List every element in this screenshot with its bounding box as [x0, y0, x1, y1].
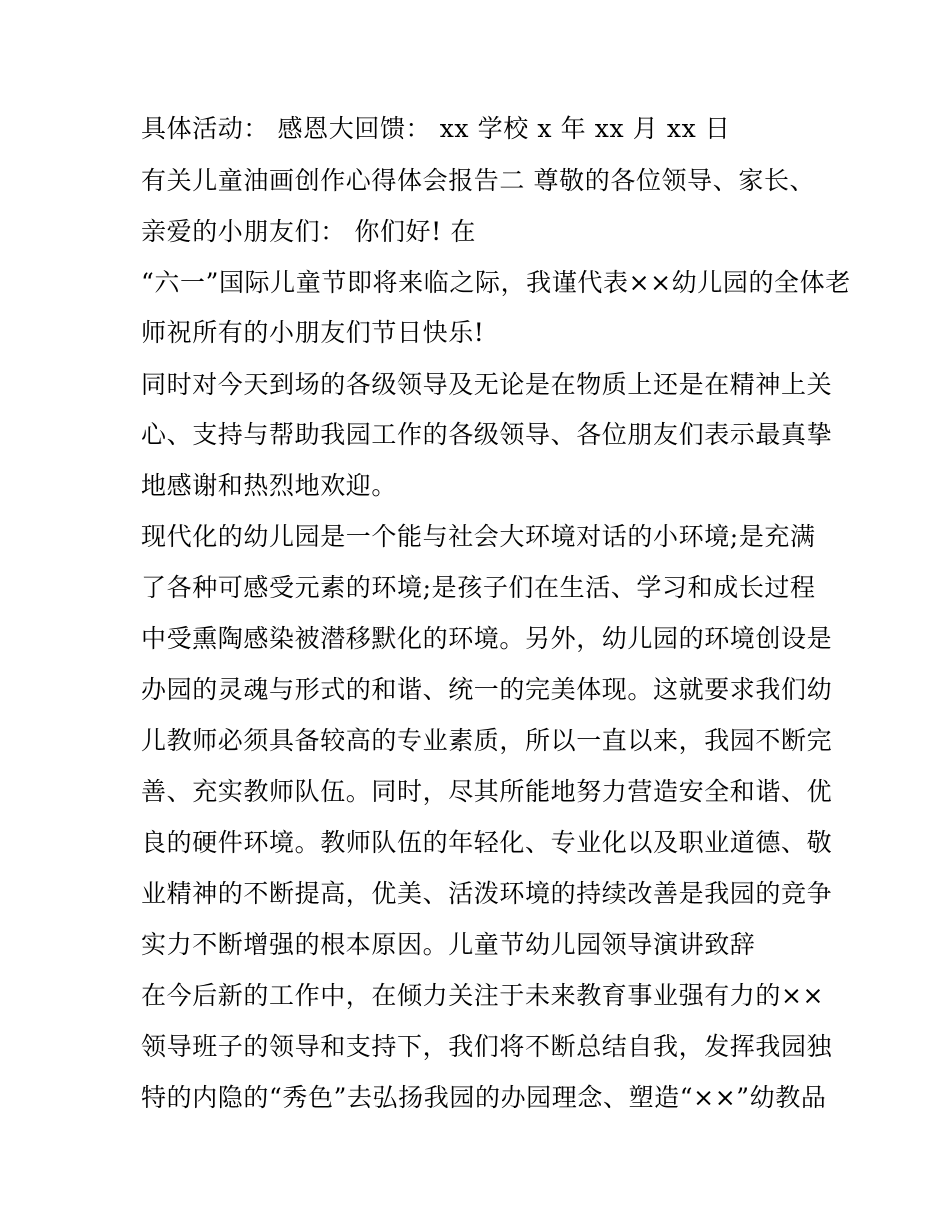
text-line: “六一”国际儿童节即将来临之际，我谨代表××幼儿园的全体老 — [141, 268, 851, 297]
text-line: 实力不断增强的根本原因。儿童节幼儿园领导演讲致辞 — [141, 930, 756, 959]
text-line: 儿教师必须具备较高的专业素质，所以一直以来，我园不断完 — [141, 726, 833, 755]
text-line: 师祝所有的小朋友们节日快乐! — [141, 318, 485, 347]
text-line: 中受熏陶感染被潜移默化的环境。另外，幼儿园的环境创设是 — [141, 624, 833, 653]
text-line: 同时对今天到场的各级领导及无论是在物质上还是在精神上关 — [141, 370, 833, 399]
text-line: 具体活动： 感恩大回馈： xx 学校 x 年 xx 月 xx 日 — [141, 114, 731, 143]
text-line: 业精神的不断提高，优美、活泼环境的持续改善是我园的竞争 — [141, 879, 833, 908]
text-line: 地感谢和热烈地欢迎。 — [141, 471, 398, 500]
text-line: 了各种可感受元素的环境;是孩子们在生活、学习和成长过程 — [141, 573, 816, 602]
text-line: 特的内隐的“秀色”去弘扬我园的办园理念、塑造“××”幼教品 — [141, 1083, 827, 1112]
text-line: 亲爱的小朋友们： 你们好! 在 — [141, 217, 476, 246]
text-line: 办园的灵魂与形式的和谐、统一的完美体现。这就要求我们幼 — [141, 675, 833, 704]
text-line: 有关儿童油画创作心得体会报告二 尊敬的各位领导、家长、 — [141, 166, 816, 195]
text-line: 领导班子的领导和支持下，我们将不断总结自我，发挥我园独 — [141, 1032, 833, 1061]
text-line: 现代化的幼儿园是一个能与社会大环境对话的小环境;是充满 — [141, 522, 816, 551]
text-line: 善、充实教师队伍。同时，尽其所能地努力营造安全和谐、优 — [141, 777, 833, 806]
text-line: 良的硬件环境。教师队伍的年轻化、专业化以及职业道德、敬 — [141, 828, 833, 857]
text-line: 在今后新的工作中，在倾力关注于未来教育事业强有力的×× — [141, 981, 825, 1010]
text-line: 心、支持与帮助我园工作的各级领导、各位朋友们表示最真挚 — [141, 420, 833, 449]
